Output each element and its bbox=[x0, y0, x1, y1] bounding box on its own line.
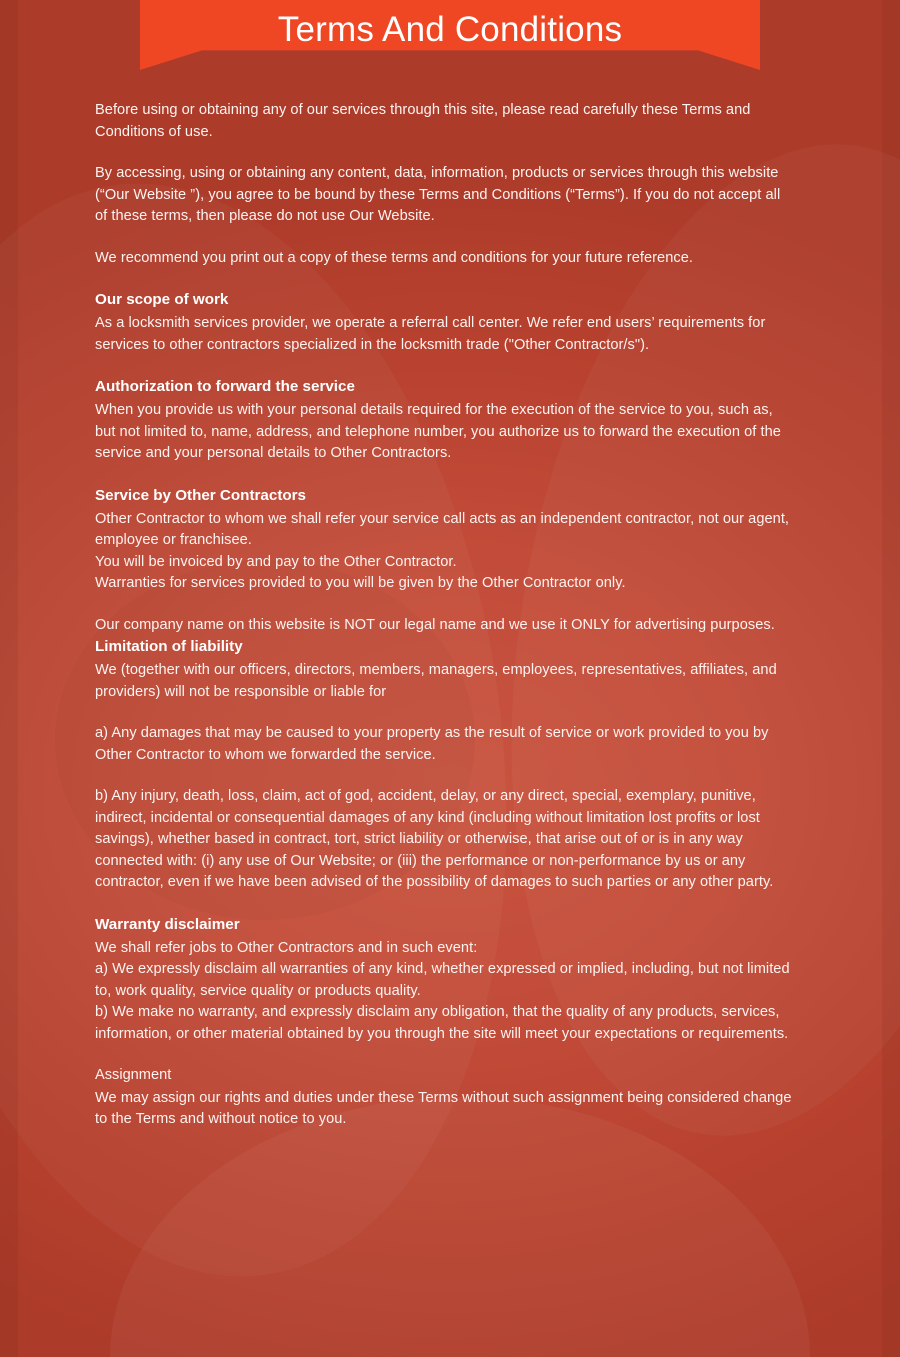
section-paragraph: Other Contractor to whom we shall refer your service call acts as an independent contractor, not our agent, employee or franchisee. bbox=[95, 510, 790, 548]
section-heading: Assignment bbox=[95, 1067, 172, 1083]
section-heading: Warranty disclaimer bbox=[95, 915, 240, 933]
liability-item-a: a) Any damages that may be caused to your property as the result of service or work provided to you by Other Contractor to whom we forwarded the service. bbox=[95, 725, 769, 763]
section-heading: Service by Other Contractors bbox=[95, 486, 307, 504]
warranty-line: a) We expressly disclaim all warranties of any kind, whether expressed or implied, including, but not limited to, work quality, service quality or products quality. bbox=[95, 961, 790, 999]
section-heading: Limitation of liability bbox=[95, 638, 243, 655]
intro-paragraph-1: Before using or obtaining any of our services through this site, please read carefully these Terms and Conditions of use. bbox=[95, 102, 751, 140]
section-paragraph: Warranties for services provided to you will be given by the Other Contractor only. bbox=[95, 575, 626, 591]
section-authorization bbox=[95, 376, 795, 465]
intro-paragraph-2: By accessing, using or obtaining any content, data, information, products or services through this website (“Our Website ”), you agree to be bound by these Terms and Conditions (“Terms”). If you do not accept all of these terms, then please do not use Our Website. bbox=[95, 165, 781, 224]
document-body bbox=[95, 100, 795, 1151]
section-paragraph: As a locksmith services provider, we operate a referral call center. We refer end users’ requirements for services to other contractors specialized in the locksmith trade ("Other Contractor/s"). bbox=[95, 315, 766, 353]
liability-item-b: b) Any injury, death, loss, claim, act of god, accident, delay, or any direct, special, exemplary, punitive, indirect, incidental or consequential damages of any kind (including without limitation lost profits or lost savings), whether based in contract, tort, strict liability or otherwise, that arise out of or is in any way connected with: (i) any use of Our Website; or (iii) the performance or non-performance by us or any contractor, even if we have been advised of the possibility of damages to such parties or any other party. bbox=[95, 788, 774, 890]
intro-paragraph-3: We recommend you print out a copy of these terms and conditions for your future reference. bbox=[95, 249, 694, 266]
left-edge-bar bbox=[0, 0, 18, 1357]
section-paragraph: When you provide us with your personal details required for the execution of the service to you, such as, but not limited to, name, address, and telephone number, you authorize us to forward the execution of the service and your personal details to Other Contractors. bbox=[95, 402, 781, 461]
section-limitation-of-liability bbox=[95, 636, 795, 703]
section-warranty-disclaimer bbox=[95, 914, 795, 1046]
section-scope-of-work bbox=[95, 289, 795, 356]
section-heading: Authorization to forward the service bbox=[95, 378, 355, 395]
section-paragraph: You will be invoiced by and pay to the Other Contractor. bbox=[95, 553, 457, 570]
legal-name-notice: Our company name on this website is NOT our legal name and we use it ONLY for advertising purposes. bbox=[95, 616, 775, 633]
page-title: Terms And Conditions bbox=[277, 9, 623, 49]
section-heading: Our scope of work bbox=[95, 291, 229, 308]
liability-intro: We (together with our officers, directors, members, managers, employees, representatives, affiliates, and providers) will not be responsible or liable for bbox=[95, 662, 777, 700]
warranty-line: b) We make no warranty, and expressly disclaim any obligation, that the quality of any products, services, information, or other material obtained by you through the site will meet your expectations or requirements. bbox=[95, 1004, 789, 1042]
title-banner-inner bbox=[140, 0, 760, 58]
assignment-paragraph: We may assign our rights and duties under these Terms without such assignment being considered change to the Terms and without notice to you. bbox=[95, 1089, 792, 1127]
right-edge-bar bbox=[882, 0, 900, 1357]
section-assignment bbox=[95, 1065, 795, 1131]
warranty-line: We shall refer jobs to Other Contractors and in such event: bbox=[95, 939, 478, 956]
section-service-by-other-contractors bbox=[95, 485, 795, 595]
